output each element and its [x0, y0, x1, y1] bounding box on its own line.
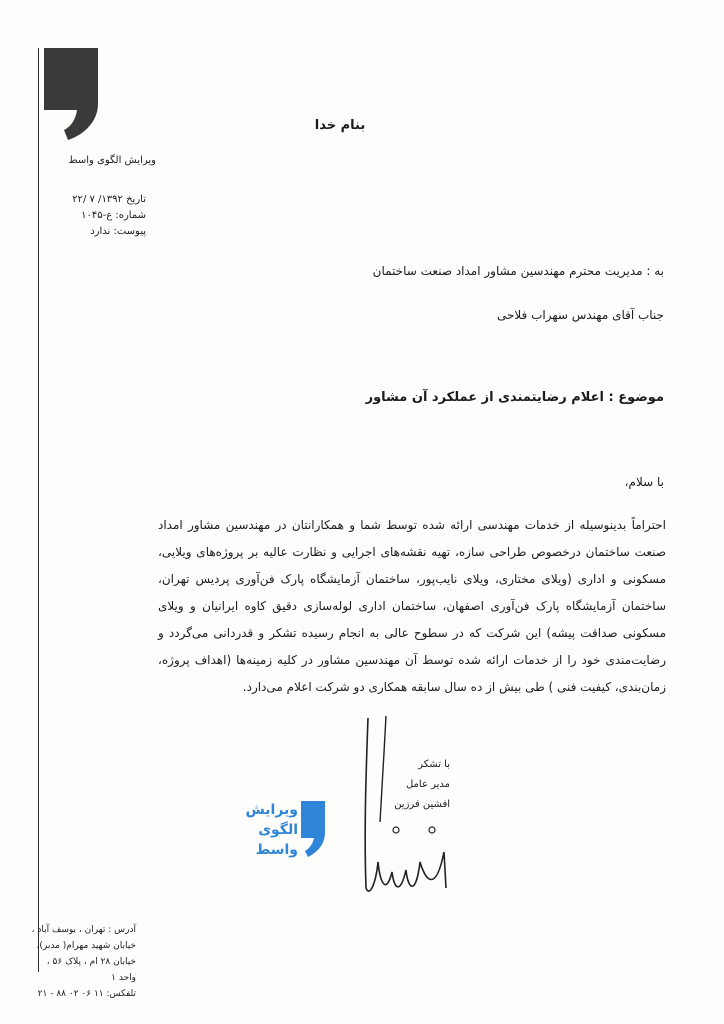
phone-fax: تلفکس: ۱۱ ۰۶ ۰۲ ۸۸ - ۲۱ — [37, 989, 136, 999]
letter-body: احتراماً بدینوسیله از خدمات مهندسی ارائه شده توسط شما و همکارانتان در مهندسین مشاور امداد صنعت ساختمان درخصوص طراحی سازه، تهیه نقشه‌های اجرایی و نظارت عالیه بر پروژه‌های ویلایی، مسکونی و اداری (ویلای مختاری، ویلای نایب‌پور، ساختمان آزمایشگاه پارک فن‌آوری پردیس تهران، ساختمان آزمایشگاه پارک فن‌آوری اصفهان، ساختمان اداری لوله‌سازی دقیق کاوه ایرانیان و ویلای مسکونی صداقت پیشه) این شرکت که در سطوح عالی به انجام رسیده تشکر و قدردانی می‌گردد و رضایت‌مندی خود را از خدمات ارائه شده توسط آن مهندسین مشاور در کلیه زمینه‌ها (اهداف پروژه، زمان‌بندی، کیفیت فنی ) طی بیش از ده سال سابقه همکاری دو شرکت اعلام می‌دارد. — [158, 518, 666, 694]
greeting: با سلام، — [624, 475, 664, 489]
stamp-line-1: ویرایش — [245, 802, 298, 818]
letter-date: تاریخ ۱۳۹۲/ ۷ /۲۲ — [72, 194, 146, 205]
stamp-line-2: الگوی — [258, 822, 298, 838]
stamp-line-3: واسط — [255, 842, 298, 858]
margin-line — [38, 48, 39, 972]
company-logo-icon — [42, 46, 100, 142]
letter-number: شماره: ع-۱۰۴۵ — [81, 210, 146, 221]
signature-title: مدیر عامل — [405, 779, 450, 790]
subject-line: موضوع : اعلام رضایتمندی از عملکرد آن مشاور — [365, 390, 664, 405]
recipient: به : مدیریت محترم مهندسین مشاور امداد صنعت ساختمان — [372, 264, 664, 278]
attention-line: جناب آقای مهندس سهراب فلاحی — [496, 308, 664, 322]
address-line-2: خیابان شهید مهرام( مدبر)، — [36, 941, 136, 951]
company-name: ویرایش الگوی واسط — [68, 155, 156, 166]
address-line-1: آدرس : تهران ، یوسف آباد ، — [31, 925, 136, 935]
letter-attachment: پیوست: ندارد — [90, 226, 146, 237]
address-line-4: واحد ۱ — [111, 973, 136, 983]
company-stamp — [232, 800, 298, 860]
signature-block — [360, 755, 450, 815]
address-line-3: خیابان ۲۸ ام ، پلاک ۵۶ ، — [46, 957, 136, 967]
signature-thanks: با تشکر — [418, 759, 450, 770]
letter-meta — [40, 192, 146, 240]
signature-name: افشین فرزین — [394, 799, 450, 810]
basmala-heading: بنام خدا — [314, 118, 366, 133]
footer-address — [31, 922, 136, 1002]
stamp-logo-icon — [300, 800, 326, 858]
